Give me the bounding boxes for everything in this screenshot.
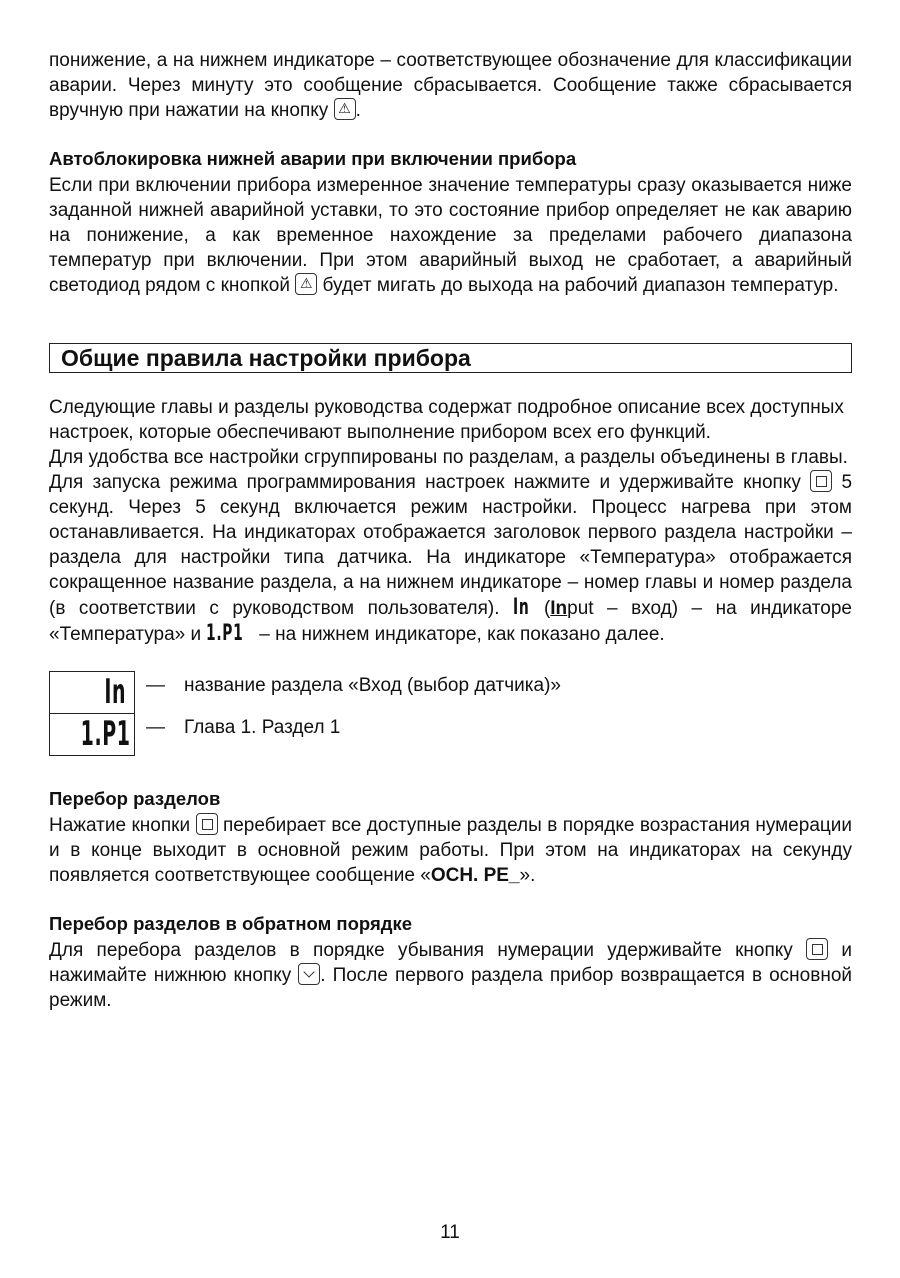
- and-word: и: [190, 624, 202, 645]
- main-mode-message: ОСН. РЕ_: [430, 865, 520, 886]
- intro-p3-c: put – вход) – на индикаторе «Температура»: [49, 598, 852, 645]
- intro-p3: [49, 470, 852, 647]
- square-button-icon: [196, 813, 218, 835]
- square-button-icon: [810, 470, 832, 492]
- top-paragraph: [49, 48, 852, 123]
- warning-button-icon: [295, 273, 317, 295]
- square-button-icon: [806, 938, 828, 960]
- autolock-text-a: Если при включении прибора измеренное значение температуры сразу оказывается ниже заданной нижней аварийной уставки, то это состояние прибор определяет не как аварию на понижение, а как временное нахождение за пределами рабочего диапазона температур при включении. При этом аварийный выход не сработает, а аварийный светодиод рядом с кнопкой: [49, 175, 852, 296]
- autolock-text-b: будет мигать до выхода на рабочий диапазон температур.: [322, 275, 839, 296]
- warning-button-icon: [334, 98, 356, 120]
- intro-p3-d: – на нижнем индикаторе, как показано далее.: [259, 624, 665, 645]
- enumerate-paragraph: [49, 813, 852, 888]
- intro-p3-b: 5 секунд. Через 5 секунд включается режим настройки. Процесс нагрева при этом останавливается. На индикаторах отображается заголовок первого раздела настройки – раздела для настройки типа датчика. На индикаторе «Температура» отображается сокращенное название раздела, а на нижнем индикаторе – номер главы и номер раздела (в соответствии с руководством пользователя).: [49, 472, 853, 619]
- enumerate-text-b: перебирает все доступные разделы в порядке возрастания нумерации и в конце выходит в основной режим работы. При этом на индикаторах на секунду появляется соответствующее сообщение «: [49, 815, 852, 886]
- in-bold: In: [550, 598, 568, 619]
- segment-p1-label: 1.P1: [206, 621, 244, 646]
- lower-indicator: 1.P1: [80, 714, 131, 754]
- section-title: Общие правила настройки прибора: [49, 343, 852, 373]
- enumerate-text-a: Нажатие кнопки: [49, 815, 191, 836]
- reverse-text-a: Для перебора разделов в порядке убывания нумерации удерживайте кнопку: [49, 940, 793, 961]
- reverse-heading: Перебор разделов в обратном порядке: [49, 913, 413, 934]
- enumerate-text-c: ».: [519, 865, 536, 886]
- legend-section-name: — название раздела «Вход (выбор датчика)»: [146, 675, 561, 696]
- temperature-indicator: In: [50, 672, 134, 714]
- enumerate-heading: Перебор разделов: [49, 788, 221, 809]
- segment-in-label: In: [513, 595, 530, 620]
- indicator-display: [49, 671, 135, 756]
- autolock-heading: Автоблокировка нижней аварии при включении прибора: [49, 148, 577, 169]
- top-text-end: .: [355, 100, 361, 121]
- reverse-text-c: . После первого раздела прибор возвращается в основной режим.: [49, 965, 852, 1011]
- top-text: понижение, а на нижнем индикаторе – соответствующее обозначение для классификации аварии. Через минуту это сообщение сбрасывается. Сообщение также сбрасывается вручную при нажатии на кнопку: [49, 50, 852, 121]
- page-number: 11: [440, 1222, 460, 1243]
- autolock-paragraph: [49, 173, 852, 298]
- legend-chapter-section: — Глава 1. Раздел 1: [146, 717, 341, 738]
- page-content: [49, 48, 852, 1013]
- intro-p1: Следующие главы и разделы руководства содержат подробное описание всех доступных настроек, которые обеспечивают выполнение прибором всех его функций.: [49, 397, 844, 443]
- intro-p3-a: Для запуска режима программирования настроек нажмите и удерживайте кнопку: [49, 472, 801, 493]
- reverse-text-b: и нажимайте нижнюю кнопку: [49, 940, 853, 986]
- reverse-paragraph: [49, 938, 852, 1013]
- intro-p2: Для удобства все настройки сгруппированы по разделам, а разделы объединены в главы.: [49, 447, 848, 468]
- display-illustration: [49, 671, 852, 759]
- paren: (: [543, 598, 551, 619]
- down-button-icon: [298, 963, 320, 985]
